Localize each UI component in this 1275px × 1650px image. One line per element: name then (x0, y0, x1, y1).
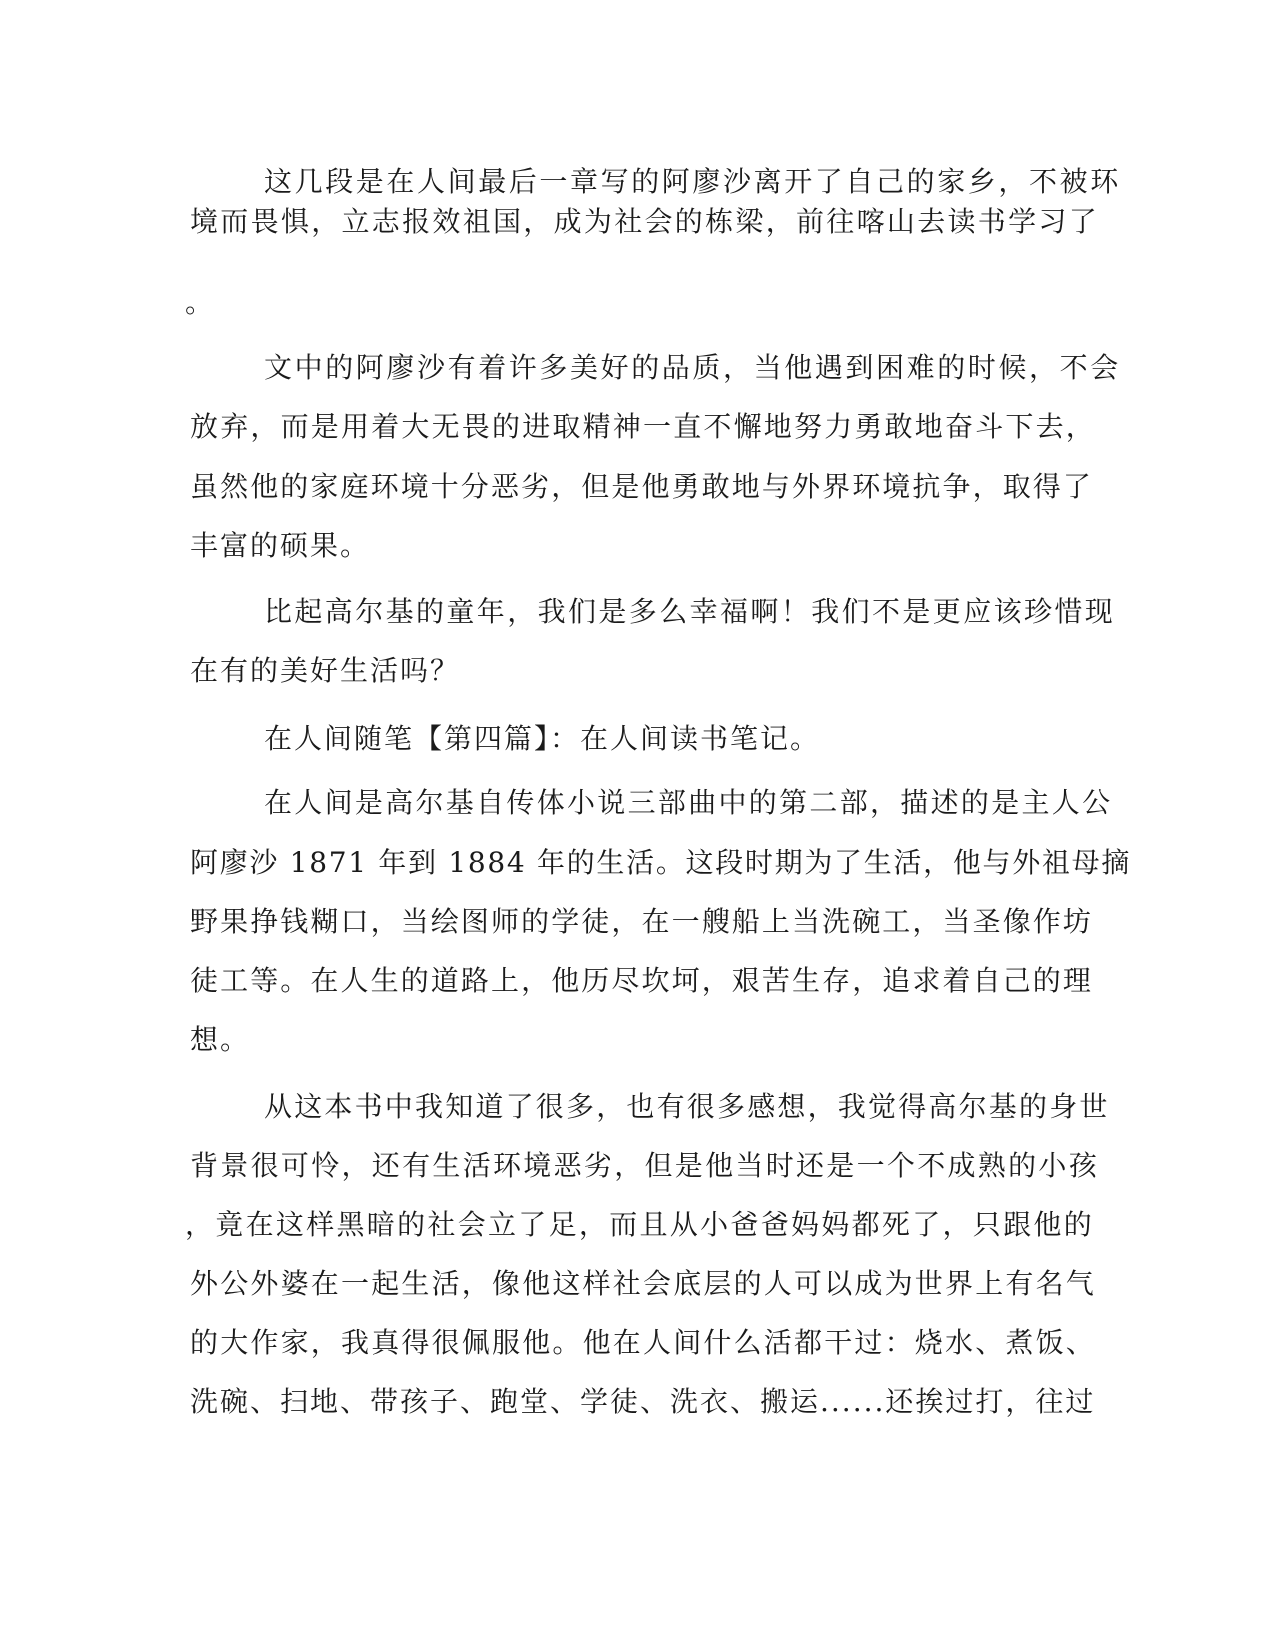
text-line: 外公外婆在一起生活，像他这样社会底层的人可以成为世界上有名气 (190, 1267, 1097, 1300)
text-line: 丰富的硕果。 (190, 529, 371, 562)
text-line: 徒工等。在人生的道路上，他历尽坎坷，艰苦生存，追求着自己的理 (190, 964, 1094, 997)
text-line: 阿廖沙 1871 年到 1884 年的生活。这段时期为了生活，他与外祖母摘 (190, 846, 1132, 879)
text-line: 野果挣钱糊口，当绘图师的学徒，在一艘船上当洗碗工，当圣像作坊 (190, 905, 1094, 938)
text-line: 背景很可怜，还有生活环境恶劣，但是他当时还是一个不成熟的小孩 (190, 1149, 1100, 1182)
text-line: 在人间是高尔基自传体小说三部曲中的第二部，描述的是主人公 (264, 786, 1113, 819)
text-line: 。 (185, 286, 214, 319)
text-line: 这几段是在人间最后一章写的阿廖沙离开了自己的家乡，不被环 (264, 165, 1121, 198)
text-line: 在有的美好生活吗？ (190, 654, 461, 687)
text-line: 的大作家，我真得很佩服他。他在人间什么活都干过：烧水、煮饭、 (190, 1326, 1097, 1359)
text-line: 放弃，而是用着大无畏的进取精神一直不懈地努力勇敢地奋斗下去， (190, 410, 1097, 443)
text-line: 虽然他的家庭环境十分恶劣，但是他勇敢地与外界环境抗争，取得了 (190, 470, 1094, 503)
section-heading: 在人间随笔【第四篇】：在人间读书笔记。 (264, 722, 821, 755)
text-line: 想。 (190, 1023, 251, 1056)
text-line: 文中的阿廖沙有着许多美好的品质，当他遇到困难的时候，不会 (264, 351, 1121, 384)
text-line: 境而畏惧，立志报效祖国，成为社会的栋梁，前往喀山去读书学习了 (190, 205, 1100, 238)
text-line: 洗碗、扫地、带孩子、跑堂、学徒、洗衣、搬运......还挨过打，往过 (190, 1385, 1096, 1418)
text-line: 从这本书中我知道了很多，也有很多感想，我觉得高尔基的身世 (264, 1090, 1110, 1123)
text-line: 比起高尔基的童年，我们是多么幸福啊！我们不是更应该珍惜现 (264, 595, 1116, 628)
text-line: ，竟在这样黑暗的社会立了足，而且从小爸爸妈妈都死了，只跟他的 (185, 1208, 1095, 1241)
